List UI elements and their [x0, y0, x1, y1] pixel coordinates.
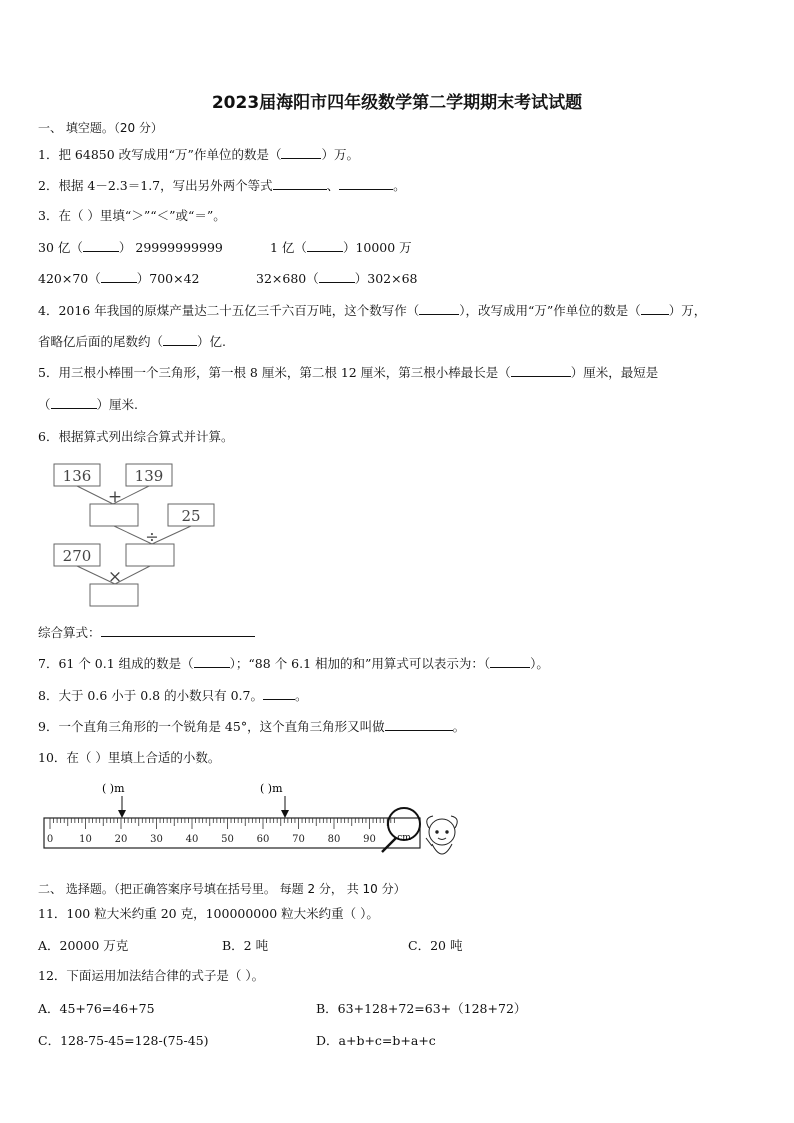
question-4-line-2: 省略亿后面的尾数约（ ）亿. [38, 334, 226, 349]
answer-blank[interactable] [163, 333, 197, 346]
answer-blank[interactable] [339, 177, 393, 190]
question-1: 1．把 64850 改写成用“万”作单位的数是（ ）万。 [38, 147, 359, 162]
answer-blank[interactable] [194, 655, 230, 668]
answer-blank[interactable] [419, 302, 459, 315]
calculation-flow-diagram [40, 460, 240, 612]
option-c[interactable]: C．128-75-45=128-(75-45) [38, 1033, 209, 1048]
page-title: 2023届海阳市四年级数学第二学期期末考试试题 [211, 93, 583, 113]
option-b[interactable]: B．2 吨 [222, 938, 269, 953]
answer-blank[interactable] [385, 718, 453, 731]
question-9: 9．一个直角三角形的一个锐角是 45°，这个直角三角形又叫做 。 [38, 719, 466, 734]
answer-blank[interactable] [273, 177, 327, 190]
number-136: 136 [62, 467, 92, 485]
question-3-row-1b: 1 亿（ ）10000 万 [270, 240, 412, 255]
answer-box[interactable] [126, 544, 174, 566]
number-25: 25 [181, 507, 201, 525]
question-3-row-2b: 32×680（ ）302×68 [256, 271, 418, 286]
answer-blank[interactable] [307, 239, 343, 252]
answer-box[interactable] [90, 584, 138, 606]
ruler-number: 30 [150, 834, 163, 845]
answer-blank[interactable] [319, 270, 355, 283]
answer-blank[interactable] [51, 396, 97, 409]
ruler-figure [40, 774, 480, 870]
option-d[interactable]: D．a+b+c=b+a+c [316, 1033, 436, 1048]
divide-operator: ÷ [145, 527, 159, 546]
answer-blank[interactable] [101, 624, 255, 637]
section-1-header: 一、 填空题。（20 分） [38, 121, 163, 135]
multiply-operator: × [107, 567, 123, 587]
ruler-number: 0 [46, 834, 54, 845]
arrow-down-icon [281, 810, 289, 818]
ruler-number: 10 [79, 834, 92, 845]
answer-blank[interactable] [641, 302, 669, 315]
question-3-row-2a: 420×70（ ）700×42 [38, 271, 200, 286]
ruler-number: 60 [256, 834, 270, 845]
ruler-number: 50 [221, 834, 234, 845]
question-5-line-2: （ ）厘米. [38, 397, 138, 412]
option-a[interactable]: A．20000 万克 [38, 938, 129, 953]
combined-expression: 综合算式： [38, 624, 255, 642]
girl-cartoon-icon [426, 816, 457, 854]
ruler-label-1: ( )m [102, 782, 125, 795]
ruler-number: 80 [327, 834, 341, 845]
answer-blank[interactable] [511, 364, 571, 377]
question-6: 6．根据算式列出综合算式并计算。 [38, 429, 234, 444]
answer-box[interactable] [90, 504, 138, 526]
question-3: 3．在（ ）里填“＞”“＜”或“＝”。 [38, 208, 226, 223]
arrow-down-icon [118, 810, 126, 818]
ruler-number: 40 [185, 834, 199, 845]
answer-blank[interactable] [83, 239, 119, 252]
ruler-label-2: ( )m [260, 782, 283, 795]
answer-blank[interactable] [281, 146, 321, 159]
number-139: 139 [134, 467, 164, 485]
number-270: 270 [62, 547, 92, 565]
answer-blank[interactable] [490, 655, 530, 668]
ruler-number: 90 [363, 834, 376, 845]
option-a[interactable]: A．45+76=46+75 [38, 1001, 155, 1016]
ruler-number: 70 [292, 834, 305, 845]
answer-blank[interactable] [263, 687, 295, 700]
option-b[interactable]: B．63+128+72=63+（128+72） [316, 1001, 527, 1016]
ruler-unit: cm [397, 833, 411, 843]
answer-blank[interactable] [101, 270, 137, 283]
ruler-number: 20 [114, 834, 128, 845]
question-5-line-1: 5．用三根小棒围一个三角形，第一根 8 厘米，第二根 12 厘米，第三根小棒最长是（ ）厘米，最短是 [38, 365, 659, 380]
question-3-row-1a: 30 亿（ ） 29999999999 [38, 240, 223, 255]
question-10: 10．在（ ）里填上合适的小数。 [38, 750, 221, 765]
question-11: 11．100 粒大米约重 20 克，100000000 粒大米约重（ ）。 [38, 906, 379, 921]
question-2: 2．根据 4－2.3＝1.7，写出另外两个等式 、 。 [38, 178, 406, 193]
option-c[interactable]: C．20 吨 [408, 938, 463, 953]
question-4-line-1: 4．2016 年我国的原煤产量达二十五亿三千六百万吨，这个数写作（ ），改写成用“万”作单位的数是（ ）万， [38, 303, 707, 318]
question-8: 8．大于 0.6 小于 0.8 的小数只有 0.7。 。 [38, 688, 308, 703]
question-7: 7．61 个 0.1 组成的数是（ ）；“88 个 6.1 相加的和”用算式可以表示为：（ ）。 [38, 656, 549, 671]
question-12: 12．下面运用加法结合律的式子是（ ）。 [38, 968, 265, 983]
plus-operator: + [107, 487, 123, 507]
section-2-header: 二、 选择题。（把正确答案序号填在括号里。 每题 2 分， 共 10 分） [38, 882, 406, 896]
